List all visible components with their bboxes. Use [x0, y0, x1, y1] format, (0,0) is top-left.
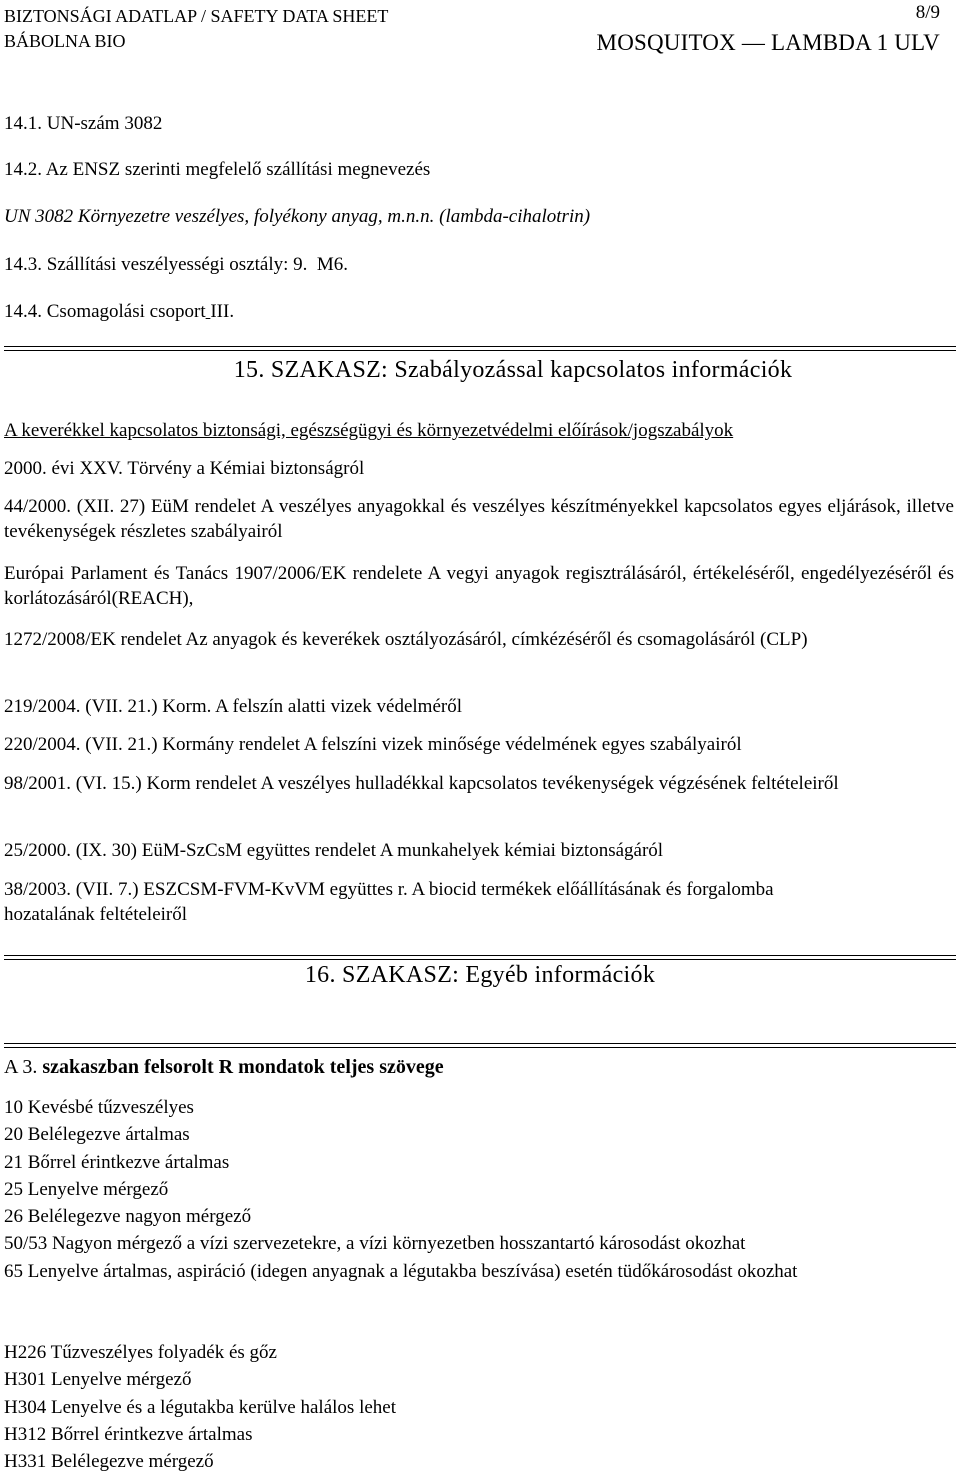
regulation-item: 1272/2008/EK rendelet Az anyagok és keverékek osztályozásáról, címkézéséről és csomagolásáról (CLP) — [4, 629, 808, 650]
shipping-name-value: UN 3082 Környezetre veszélyes, folyékony anyag, m.n.n. (lambda-cihalotrin) — [4, 206, 591, 227]
regulation-item: 25/2000. (IX. 30) EüM-SzCsM együttes rendelet A munkahelyek kémiai biztonságáról — [4, 840, 664, 861]
r-phrases-heading-prefix: A 3. — [4, 1056, 38, 1078]
regulation-item: 44/2000. (XII. 27) EüM rendelet A veszélyes anyagokkal és veszélyes készítményekkel kapcsolatos egyes eljárások, illetve tevékenységek részletes szabályairól — [4, 496, 954, 542]
list-item: H304 Lenyelve és a légutakba kerülve halálos lehet — [4, 1396, 396, 1418]
section-divider — [4, 955, 956, 956]
un-number-label: 14.1. UN-szám — [4, 113, 125, 134]
section-15-subtitle: A keverékkel kapcsolatos biztonsági, egészségügyi és környezetvédelmi előírások/jogszabályok — [4, 420, 734, 441]
r-phrases-heading-text: szakaszban felsorolt R mondatok teljes szövege — [37, 1056, 444, 1078]
packing-group-line — [4, 301, 954, 323]
list-item: 26 Belélegezve nagyon mérgező — [4, 1206, 252, 1228]
regulation-item: 2000. évi XXV. Törvény a Kémiai biztonságról — [4, 458, 365, 479]
packing-group-value: III. — [210, 301, 235, 322]
packing-group-label: 14.4. Csomagolási csoport — [4, 301, 206, 322]
list-item: 25 Lenyelve mérgező — [4, 1178, 169, 1200]
section-divider — [4, 350, 956, 351]
regulation-item: 220/2004. (VII. 21.) Kormány rendelet A felszíni vizek minősége védelmének egyes szabályairól — [4, 734, 742, 755]
section-16-title: 16. SZAKASZ: Egyéb információk — [304, 962, 656, 988]
section-divider — [4, 1043, 956, 1044]
product-name: MOSQUITOX — LAMBDA 1 ULV — [596, 30, 940, 55]
company-name: BÁBOLNA BIO — [4, 31, 126, 51]
list-item: H331 Belélegezve mérgező — [4, 1451, 214, 1473]
list-item: 10 Kevésbé tűzveszélyes — [4, 1097, 194, 1118]
list-item: H226 Tűzveszélyes folyadék és gőz — [4, 1342, 277, 1363]
hazard-class-line — [4, 254, 954, 276]
hazard-class-value: 9. — [293, 254, 308, 275]
un-number-line — [4, 113, 954, 135]
list-item: H312 Bőrrel érintkezve ártalmas — [4, 1423, 253, 1445]
list-item: 21 Bőrrel érintkezve ártalmas — [4, 1151, 230, 1173]
list-item: 50/53 Nagyon mérgező a vízi szervezetekre, a vízi környezetben hosszantartó károsodást okozhat — [4, 1233, 746, 1255]
section-divider — [4, 346, 956, 347]
shipping-name-label: 14.2. Az ENSZ szerinti megfelelő szállítási megnevezés — [4, 159, 431, 180]
list-item: H301 Lenyelve mérgező — [4, 1369, 192, 1391]
section-divider — [4, 1047, 956, 1048]
regulation-item: 38/2003. (VII. 7.) ESZCSM-FVM-KvVM együttes r. A biocid termékek előállításának és forgalomba hozatalának feltételeiről — [4, 879, 774, 925]
header-left — [4, 4, 388, 54]
r-phrases-heading — [4, 1056, 954, 1079]
page-number: 8/9 — [915, 2, 940, 23]
document-title: BIZTONSÁGI ADATLAP / SAFETY DATA SHEET — [4, 6, 389, 26]
regulation-item: Európai Parlament és Tanács 1907/2006/EK rendelete A vegyi anyagok regisztrálásáról, értékeléséről, engedélyezéséről és korlátozásáról(REACH), — [4, 563, 954, 609]
un-number-value: 3082 — [124, 113, 163, 134]
section-15-title: 15. SZAKASZ: Szabályozással kapcsolatos információk — [233, 357, 793, 383]
r-phrases-list — [4, 1094, 954, 1285]
list-item: 20 Belélegezve ártalmas — [4, 1124, 190, 1146]
regulation-item: 219/2004. (VII. 21.) Korm. A felszín alatti vizek védelméről — [4, 696, 462, 717]
hazard-class-code: M6. — [316, 254, 349, 275]
h-phrases-list — [4, 1339, 954, 1475]
section-divider — [4, 959, 956, 960]
list-item: 65 Lenyelve ártalmas, aspiráció (idegen anyagnak a légutakba beszívása) esetén tüdőkárosodást okozhat — [4, 1260, 798, 1282]
regulation-item: 98/2001. (VI. 15.) Korm rendelet A veszélyes hulladékkal kapcsolatos tevékenységek végzésének feltételeiről — [4, 773, 839, 794]
hazard-class-label: 14.3. Szállítási veszélyességi osztály: — [4, 254, 294, 275]
